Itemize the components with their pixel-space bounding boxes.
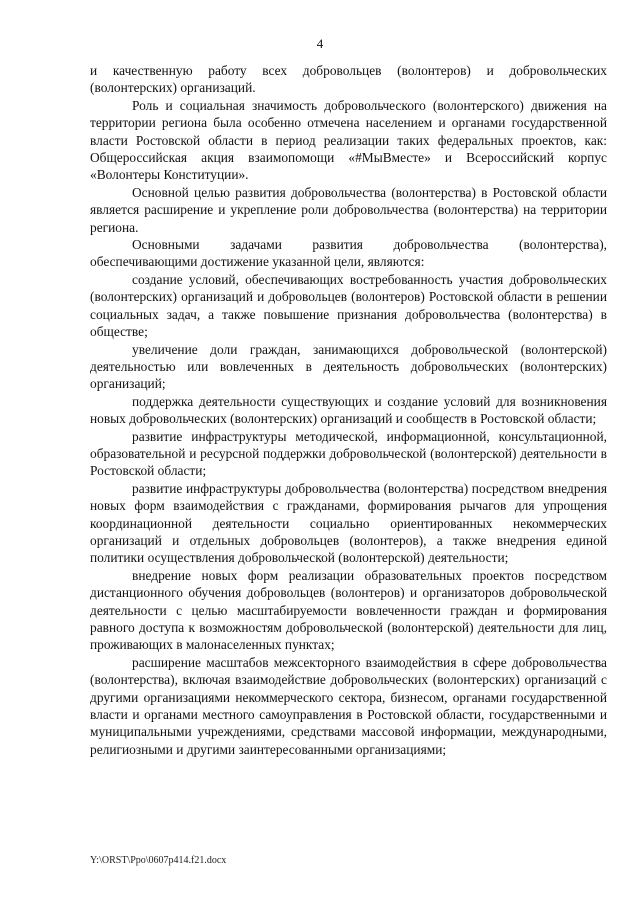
footer-file-path: Y:\ORST\Ppo\0607p414.f21.docx bbox=[90, 855, 227, 866]
task-item-remote-education: внедрение новых форм реализации образовательных проектов посредством дистанционного обучения добровольцев (волонтеров) и организаторов добровольческой деятельности с целью масштабируемости вовлеченности граждан и формирования равного доступа к возможностям добровольческой (волонтерской) деятельности для лиц, проживающих в малонаселенных пунктах; bbox=[90, 567, 607, 653]
paragraph-role-significance: Роль и социальная значимость добровольческого (волонтерского) движения на территории региона была особенно отмечена населением и органами государственной власти Ростовской области в период реализации таких федеральных проектов, как: Общероссийская акция взаимопомощи «#МыВместе» и Всероссийский корпус «Волонтеры Конституции». bbox=[90, 97, 607, 183]
paragraph-main-tasks-intro: Основными задачами развития добровольчества (волонтерства), обеспечивающими достижение указанной цели, являются: bbox=[90, 237, 607, 270]
task-item-infrastructure-development: развитие инфраструктуры добровольчества (волонтерства) посредством внедрения новых форм взаимодействия с гражданами, формирования рычагов для упрощения координационной деятельности социально ориентированных некоммерческих организаций и отдельных добровольцев (волонтеров), а также внедрения единой политики осуществления добровольческой (волонтерской) деятельности; bbox=[90, 480, 607, 566]
task-item-infrastructure-support: развитие инфраструктуры методической, информационной, консультационной, образовательной и ресурсной поддержки добровольческой (волонтерской) деятельности в Ростовской области; bbox=[90, 428, 607, 479]
task-item-intersectoral-cooperation: расширение масштабов межсекторного взаимодействия в сфере добровольчества (волонтерства), включая взаимодействие добровольческих (волонтерских) организаций с другими организациями некоммерческого сектора, бизнесом, органами государственной власти и органами местного самоуправления в Ростовской области, государственными и муниципальными учреждениями, средствами массовой информации, международными, религиозными и другими заинтересованными организациями; bbox=[90, 654, 607, 757]
task-item-increase-share: увеличение доли граждан, занимающихся добровольческой (волонтерской) деятельностью или вовлеченных в деятельность добровольческих (волонтерских) организаций; bbox=[90, 341, 607, 392]
paragraph-continuation: и качественную работу всех добровольцев (волонтеров) и добровольческих (волонтерских) организаций. bbox=[90, 63, 607, 96]
page-number: 4 bbox=[316, 36, 324, 51]
document-body bbox=[90, 62, 607, 758]
task-item-create-conditions: создание условий, обеспечивающих востребованность участия добровольческих (волонтерских) организаций и добровольцев (волонтеров) Ростовской области в решении социальных задач, а также повышение признания добровольчества (волонтерства) в обществе; bbox=[90, 271, 607, 340]
paragraph-main-goal: Основной целью развития добровольчества (волонтерства) в Ростовской области является расширение и укрепление роли добровольчества (волонтерства) на территории региона. bbox=[90, 184, 607, 235]
task-item-support-organizations: поддержка деятельности существующих и создание условий для возникновения новых добровольческих (волонтерских) организаций и сообществ в Ростовской области; bbox=[90, 393, 607, 427]
